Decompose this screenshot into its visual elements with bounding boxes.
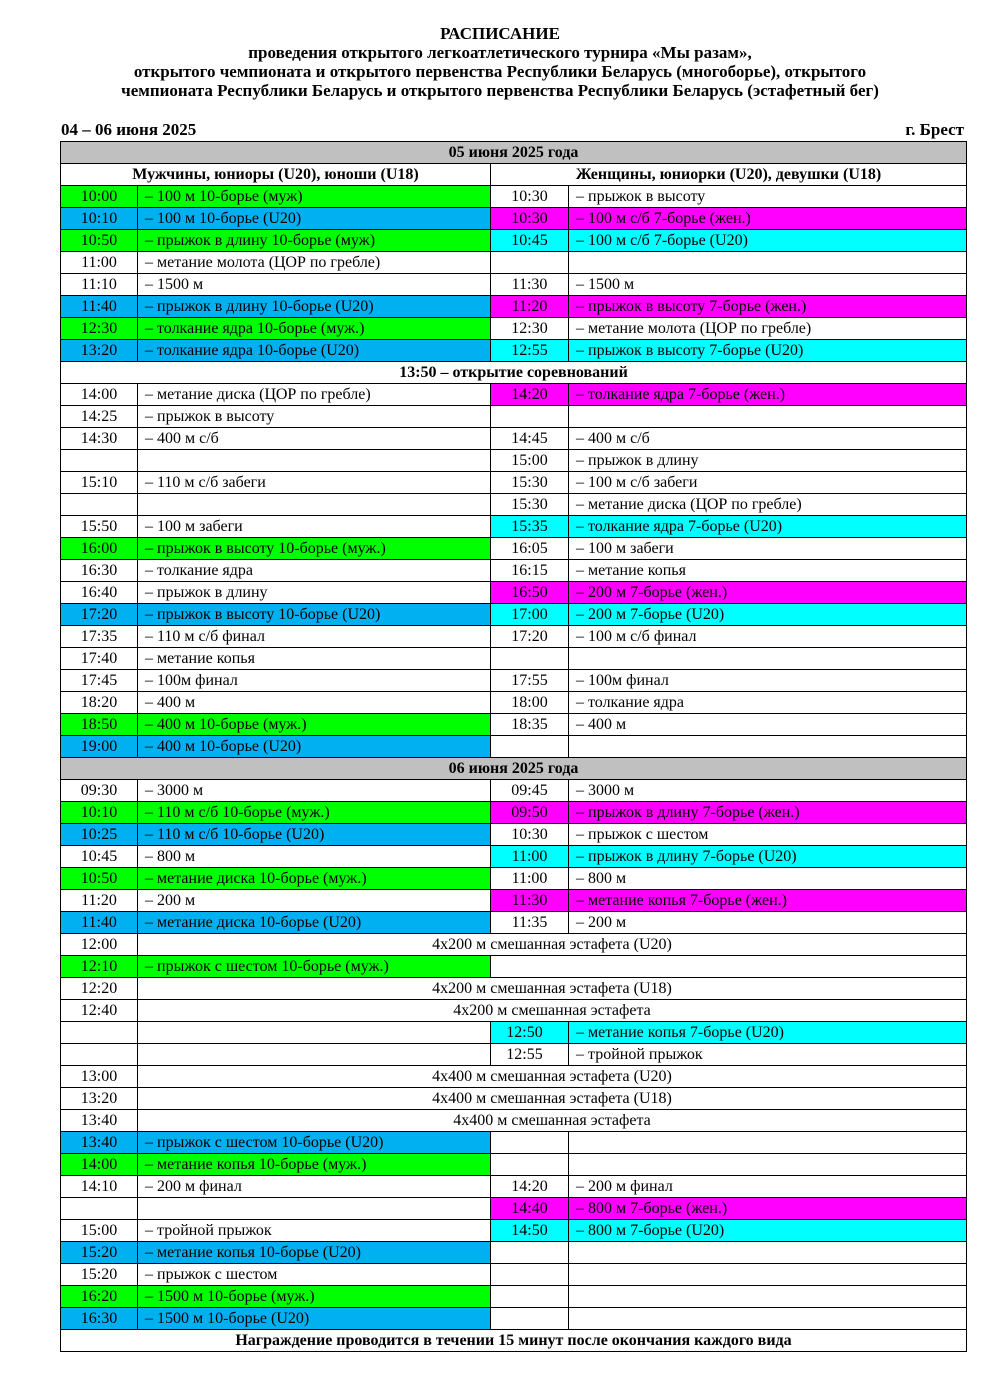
men-event: – толкание ядра xyxy=(138,560,491,582)
day1-header-row xyxy=(61,142,967,164)
men-time: 10:50 xyxy=(61,230,138,252)
men-event: – 110 м с/б забеги xyxy=(138,472,491,494)
women-event: – 100 м с/б 7-борье (жен.) xyxy=(569,208,967,230)
men-time: 11:40 xyxy=(61,296,138,318)
women-time: 18:35 xyxy=(491,714,569,736)
schedule-row xyxy=(61,582,967,604)
men-column-header: Мужчины, юниоры (U20), юноши (U18) xyxy=(61,164,491,186)
women-time: 11:30 xyxy=(491,274,569,296)
men-event: – прыжок в высоту 10-борье (U20) xyxy=(138,604,491,626)
women-event: – прыжок в длину 7-борье (жен.) xyxy=(569,802,967,824)
men-time xyxy=(61,450,138,472)
women-time: 12:55 xyxy=(491,1044,569,1066)
schedule-row xyxy=(61,626,967,648)
schedule-row xyxy=(61,494,967,516)
opening-ceremony-row xyxy=(61,362,967,384)
women-event: – тройной прыжок xyxy=(569,1044,967,1066)
men-event xyxy=(138,450,491,472)
relay-time: 12:40 xyxy=(61,1000,138,1022)
schedule-row xyxy=(61,846,967,868)
schedule-row xyxy=(61,604,967,626)
schedule-row xyxy=(61,318,967,340)
men-time: 14:00 xyxy=(61,1154,138,1176)
schedule-row xyxy=(61,208,967,230)
relay-row xyxy=(61,978,967,1000)
women-event: – 800 м 7-борье (жен.) xyxy=(569,1198,967,1220)
schedule-row xyxy=(61,824,967,846)
men-event: – метание копья 10-борье (U20) xyxy=(138,1242,491,1264)
schedule-row xyxy=(61,340,967,362)
women-event: – прыжок в высоту 7-борье (U20) xyxy=(569,340,967,362)
relay-row xyxy=(61,1000,967,1022)
men-time: 16:30 xyxy=(61,1308,138,1330)
men-time: 14:10 xyxy=(61,1176,138,1198)
men-time: 18:20 xyxy=(61,692,138,714)
men-event: – 200 м xyxy=(138,890,491,912)
women-event: – метание копья xyxy=(569,560,967,582)
men-event: – 400 м 10-борье (U20) xyxy=(138,736,491,758)
men-time: 11:10 xyxy=(61,274,138,296)
women-time xyxy=(491,1154,569,1176)
women-event: – 100 м с/б финал xyxy=(569,626,967,648)
women-event xyxy=(569,648,967,670)
men-time: 12:10 xyxy=(61,956,138,978)
women-time: 11:20 xyxy=(491,296,569,318)
men-time: 14:30 xyxy=(61,428,138,450)
schedule-row xyxy=(61,890,967,912)
men-time: 17:40 xyxy=(61,648,138,670)
women-time: 17:20 xyxy=(491,626,569,648)
document-title: РАСПИСАНИЕ xyxy=(440,24,560,43)
schedule-row xyxy=(61,736,967,758)
schedule-row xyxy=(61,802,967,824)
men-time: 09:30 xyxy=(61,780,138,802)
men-time: 15:00 xyxy=(61,1220,138,1242)
relay-time: 12:00 xyxy=(61,934,138,956)
men-time: 11:00 xyxy=(61,252,138,274)
men-event: – толкание ядра 10-борье (муж.) xyxy=(138,318,491,340)
women-time: 15:30 xyxy=(491,472,569,494)
women-event: – 200 м 7-борье (жен.) xyxy=(569,582,967,604)
women-event xyxy=(569,252,967,274)
women-time: 15:30 xyxy=(491,494,569,516)
women-event: – 100 м с/б забеги xyxy=(569,472,967,494)
women-event xyxy=(569,1242,967,1264)
column-header-row xyxy=(61,164,967,186)
event-city: г. Брест xyxy=(905,120,964,139)
women-event xyxy=(569,736,967,758)
women-time: 15:00 xyxy=(491,450,569,472)
women-time: 10:30 xyxy=(491,824,569,846)
schedule-row xyxy=(61,384,967,406)
women-time: 11:35 xyxy=(491,912,569,934)
men-time: 11:40 xyxy=(61,912,138,934)
men-time: 10:25 xyxy=(61,824,138,846)
event-dates: 04 – 06 июня 2025 xyxy=(61,120,197,139)
women-event: – толкание ядра 7-борье (жен.) xyxy=(569,384,967,406)
women-event: – метание копья 7-борье (жен.) xyxy=(569,890,967,912)
women-time xyxy=(491,1286,569,1308)
men-time: 15:20 xyxy=(61,1242,138,1264)
schedule-row xyxy=(61,1154,967,1176)
men-time: 10:10 xyxy=(61,802,138,824)
women-event: – 100м финал xyxy=(569,670,967,692)
schedule-row xyxy=(61,692,967,714)
relay-row xyxy=(61,1066,967,1088)
schedule-row xyxy=(61,516,967,538)
men-time: 17:35 xyxy=(61,626,138,648)
schedule-row xyxy=(61,1220,967,1242)
women-time: 12:30 xyxy=(491,318,569,340)
women-time: 09:50 xyxy=(491,802,569,824)
women-event: – прыжок в длину 7-борье (U20) xyxy=(569,846,967,868)
footer-row xyxy=(61,1330,967,1352)
women-time: 14:45 xyxy=(491,428,569,450)
women-time: 10:30 xyxy=(491,208,569,230)
men-time: 18:50 xyxy=(61,714,138,736)
women-event: – толкание ядра 7-борье (U20) xyxy=(569,516,967,538)
women-time: 17:00 xyxy=(491,604,569,626)
relay-row xyxy=(61,934,967,956)
men-event: – прыжок в длину xyxy=(138,582,491,604)
men-event: – 100 м забеги xyxy=(138,516,491,538)
schedule-row xyxy=(61,406,967,428)
men-event: – метание диска 10-борье (U20) xyxy=(138,912,491,934)
schedule-row xyxy=(61,1264,967,1286)
men-time xyxy=(61,1198,138,1220)
schedule-row xyxy=(61,780,967,802)
document-header xyxy=(0,24,1000,100)
men-time: 11:20 xyxy=(61,890,138,912)
women-time: 14:20 xyxy=(491,384,569,406)
day1-title: 05 июня 2025 года xyxy=(61,142,967,164)
schedule-row xyxy=(61,648,967,670)
men-event: – тройной прыжок xyxy=(138,1220,491,1242)
schedule-row xyxy=(61,868,967,890)
schedule-row xyxy=(61,560,967,582)
women-event: – 800 м 7-борье (U20) xyxy=(569,1220,967,1242)
women-time: 09:45 xyxy=(491,780,569,802)
women-event: – метание молота (ЦОР по гребле) xyxy=(569,318,967,340)
women-event: – 400 м с/б xyxy=(569,428,967,450)
women-time: 14:50 xyxy=(491,1220,569,1242)
relay-event: 4х200 м смешанная эстафета xyxy=(138,1000,967,1022)
women-time xyxy=(491,1264,569,1286)
women-time: 14:20 xyxy=(491,1176,569,1198)
women-event: – метание диска (ЦОР по гребле) xyxy=(569,494,967,516)
men-time: 16:40 xyxy=(61,582,138,604)
women-event: – 200 м xyxy=(569,912,967,934)
men-event: – 100 м 10-борье (U20) xyxy=(138,208,491,230)
women-event xyxy=(569,1308,967,1330)
men-time: 10:45 xyxy=(61,846,138,868)
schedule-row xyxy=(61,714,967,736)
men-event: – прыжок в высоту 10-борье (муж.) xyxy=(138,538,491,560)
awards-note: Награждение проводится в течении 15 минут после окончания каждого вида xyxy=(61,1330,967,1352)
women-event: – 100 м с/б 7-борье (U20) xyxy=(569,230,967,252)
relay-event: 4х400 м смешанная эстафета (U18) xyxy=(138,1088,967,1110)
men-event: – 110 м с/б финал xyxy=(138,626,491,648)
schedule-row xyxy=(61,230,967,252)
men-time xyxy=(61,494,138,516)
men-event: – 400 м с/б xyxy=(138,428,491,450)
men-event: – метание диска (ЦОР по гребле) xyxy=(138,384,491,406)
women-time xyxy=(491,1308,569,1330)
men-event: – метание копья 10-борье (муж.) xyxy=(138,1154,491,1176)
schedule-row xyxy=(61,472,967,494)
men-event: – прыжок в длину 10-борье (U20) xyxy=(138,296,491,318)
women-time xyxy=(491,648,569,670)
men-event: – метание молота (ЦОР по гребле) xyxy=(138,252,491,274)
women-empty xyxy=(491,956,967,978)
men-time: 16:20 xyxy=(61,1286,138,1308)
schedule-table xyxy=(60,141,967,1352)
men-event xyxy=(138,1044,491,1066)
men-event: – прыжок в высоту xyxy=(138,406,491,428)
men-time: 14:00 xyxy=(61,384,138,406)
men-time: 10:50 xyxy=(61,868,138,890)
men-time: 19:00 xyxy=(61,736,138,758)
men-time: 10:10 xyxy=(61,208,138,230)
men-event: – 110 м с/б 10-борье (U20) xyxy=(138,824,491,846)
schedule-row xyxy=(61,670,967,692)
men-event: – прыжок с шестом 10-борье (муж.) xyxy=(138,956,491,978)
women-time xyxy=(491,406,569,428)
women-time: 11:00 xyxy=(491,868,569,890)
women-time: 17:55 xyxy=(491,670,569,692)
schedule-row xyxy=(61,1022,967,1044)
women-event: – метание копья 7-борье (U20) xyxy=(569,1022,967,1044)
women-event: – 1500 м xyxy=(569,274,967,296)
women-event: – прыжок с шестом xyxy=(569,824,967,846)
men-event: – 200 м финал xyxy=(138,1176,491,1198)
relay-row xyxy=(61,1110,967,1132)
women-time: 16:05 xyxy=(491,538,569,560)
women-time: 18:00 xyxy=(491,692,569,714)
title-line-1: проведения открытого легкоатлетического турнира «Мы разам», xyxy=(248,43,752,62)
men-event: – 100 м 10-борье (муж) xyxy=(138,186,491,208)
relay-event: 4х200 м смешанная эстафета (U20) xyxy=(138,934,967,956)
men-time xyxy=(61,1044,138,1066)
women-event: – прыжок в длину xyxy=(569,450,967,472)
relay-event: 4х400 м смешанная эстафета (U20) xyxy=(138,1066,967,1088)
men-time: 13:20 xyxy=(61,340,138,362)
men-event: – 1500 м 10-борье (U20) xyxy=(138,1308,491,1330)
relay-time: 12:20 xyxy=(61,978,138,1000)
women-event: – прыжок в высоту 7-борье (жен.) xyxy=(569,296,967,318)
women-event xyxy=(569,406,967,428)
relay-time: 13:40 xyxy=(61,1110,138,1132)
women-event: – толкание ядра xyxy=(569,692,967,714)
men-time: 16:30 xyxy=(61,560,138,582)
women-time: 11:30 xyxy=(491,890,569,912)
men-time: 17:45 xyxy=(61,670,138,692)
men-time: 16:00 xyxy=(61,538,138,560)
women-time: 10:30 xyxy=(491,186,569,208)
women-time: 16:15 xyxy=(491,560,569,582)
women-event xyxy=(569,1132,967,1154)
schedule-row xyxy=(61,538,967,560)
men-event: – 3000 м xyxy=(138,780,491,802)
men-time: 13:40 xyxy=(61,1132,138,1154)
men-event: – 100м финал xyxy=(138,670,491,692)
women-time: 12:55 xyxy=(491,340,569,362)
day2-title: 06 июня 2025 года xyxy=(61,758,967,780)
women-time xyxy=(491,1242,569,1264)
women-event: – 200 м финал xyxy=(569,1176,967,1198)
men-event xyxy=(138,494,491,516)
schedule-row xyxy=(61,296,967,318)
women-time: 16:50 xyxy=(491,582,569,604)
men-event: – 800 м xyxy=(138,846,491,868)
title-line-3: чемпионата Республики Беларусь и открытого первенства Республики Беларусь (эстафетный бег) xyxy=(121,81,879,100)
relay-row xyxy=(61,1088,967,1110)
men-event: – прыжок в длину 10-борье (муж) xyxy=(138,230,491,252)
opening-ceremony: 13:50 – открытие соревнований xyxy=(61,362,967,384)
men-event: – 110 м с/б 10-борье (муж.) xyxy=(138,802,491,824)
schedule-row xyxy=(61,1286,967,1308)
men-time: 15:50 xyxy=(61,516,138,538)
schedule-row xyxy=(61,274,967,296)
men-event: – прыжок с шестом xyxy=(138,1264,491,1286)
women-time: 14:40 xyxy=(491,1198,569,1220)
schedule-row xyxy=(61,956,967,978)
relay-time: 13:00 xyxy=(61,1066,138,1088)
women-event xyxy=(569,1154,967,1176)
men-time: 17:20 xyxy=(61,604,138,626)
men-event: – метание копья xyxy=(138,648,491,670)
men-time: 10:00 xyxy=(61,186,138,208)
schedule-row xyxy=(61,252,967,274)
schedule-row xyxy=(61,186,967,208)
schedule-row xyxy=(61,1132,967,1154)
men-event: – толкание ядра 10-борье (U20) xyxy=(138,340,491,362)
men-time: 15:10 xyxy=(61,472,138,494)
men-time: 12:30 xyxy=(61,318,138,340)
title-line-2: открытого чемпионата и открытого первенства Республики Беларусь (многоборье), открытого xyxy=(133,62,867,81)
women-time xyxy=(491,736,569,758)
men-event: – 400 м xyxy=(138,692,491,714)
schedule-row xyxy=(61,912,967,934)
women-event: – 400 м xyxy=(569,714,967,736)
women-time: 11:00 xyxy=(491,846,569,868)
women-event xyxy=(569,1286,967,1308)
schedule-row xyxy=(61,428,967,450)
men-event: – 1500 м 10-борье (муж.) xyxy=(138,1286,491,1308)
men-time xyxy=(61,1022,138,1044)
women-event: – прыжок в высоту xyxy=(569,186,967,208)
women-event: – 100 м забеги xyxy=(569,538,967,560)
relay-event: 4х200 м смешанная эстафета (U18) xyxy=(138,978,967,1000)
men-time: 15:20 xyxy=(61,1264,138,1286)
men-event xyxy=(138,1198,491,1220)
schedule-row xyxy=(61,1308,967,1330)
day2-header-row xyxy=(61,758,967,780)
women-event: – 3000 м xyxy=(569,780,967,802)
women-time: 10:45 xyxy=(491,230,569,252)
men-event xyxy=(138,1022,491,1044)
women-time xyxy=(491,252,569,274)
relay-time: 13:20 xyxy=(61,1088,138,1110)
women-time xyxy=(491,1132,569,1154)
men-event: – 400 м 10-борье (муж.) xyxy=(138,714,491,736)
schedule-row xyxy=(61,1198,967,1220)
women-event: – 200 м 7-борье (U20) xyxy=(569,604,967,626)
men-time: 14:25 xyxy=(61,406,138,428)
schedule-row xyxy=(61,450,967,472)
men-event: – метание диска 10-борье (муж.) xyxy=(138,868,491,890)
men-event: – 1500 м xyxy=(138,274,491,296)
women-time: 12:50 xyxy=(491,1022,569,1044)
women-time: 15:35 xyxy=(491,516,569,538)
relay-event: 4х400 м смешанная эстафета xyxy=(138,1110,967,1132)
schedule-row xyxy=(61,1242,967,1264)
women-event: – 800 м xyxy=(569,868,967,890)
schedule-row xyxy=(61,1044,967,1066)
schedule-row xyxy=(61,1176,967,1198)
men-event: – прыжок с шестом 10-борье (U20) xyxy=(138,1132,491,1154)
women-event xyxy=(569,1264,967,1286)
women-column-header: Женщины, юниорки (U20), девушки (U18) xyxy=(491,164,967,186)
